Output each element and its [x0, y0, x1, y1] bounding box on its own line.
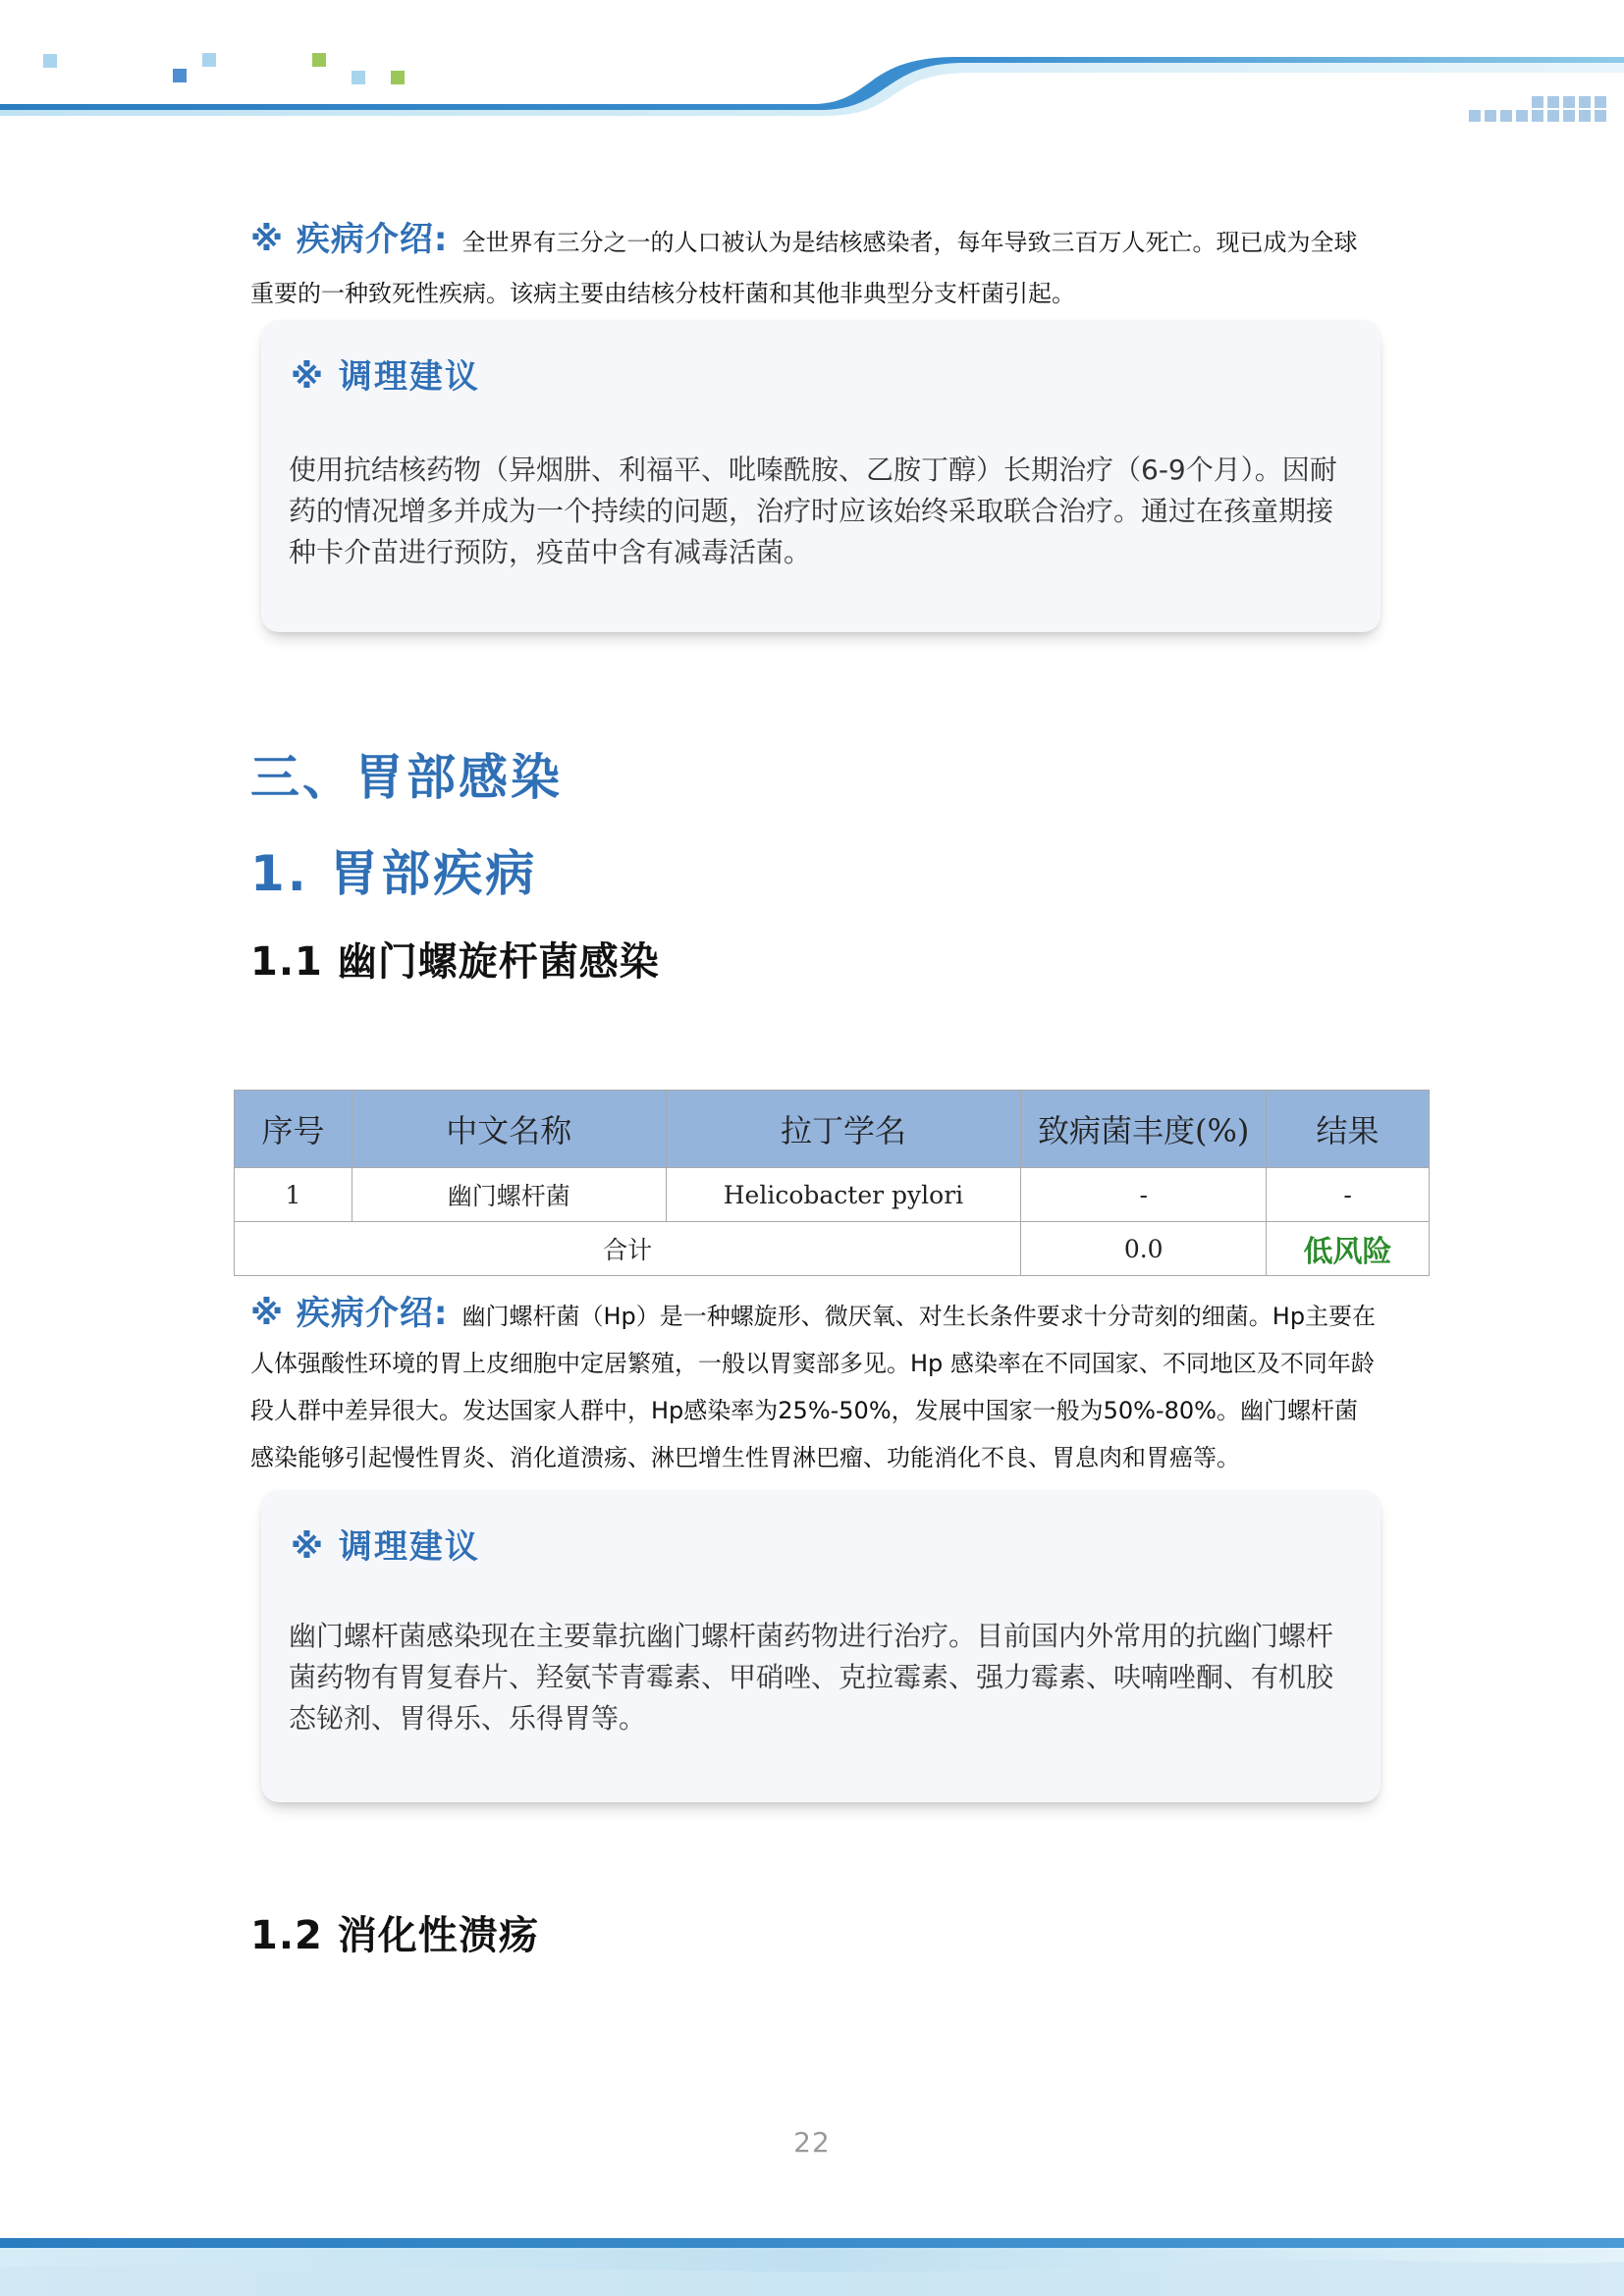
tb-advice-card — [261, 320, 1380, 632]
col-header-index: 序号 — [235, 1091, 352, 1168]
tb-intro-label: ※ 疾病介绍: — [250, 220, 449, 259]
col-header-abundance: 致病菌丰度(%) — [1021, 1091, 1267, 1168]
col-header-latin-name: 拉丁学名 — [666, 1091, 1021, 1168]
table-header-row — [235, 1091, 1430, 1168]
page-number: 22 — [793, 2126, 831, 2159]
total-label: 合计 — [235, 1222, 1021, 1276]
hp-advice-title: ※ 调理建议 — [291, 1527, 480, 1567]
peptic-ulcer-heading: 1.2 消化性溃疡 — [250, 1913, 539, 1958]
tb-intro-text: 全世界有三分之一的人口被认为是结核感染者，每年导致三百万人死亡。现已成为全球重要的一种致死性疾病。该病主要由结核分枝杆菌和其他非典型分支杆菌引起。 — [250, 229, 1358, 307]
cell-result: - — [1267, 1168, 1430, 1222]
hp-intro-text: 幽门螺杆菌（Hp）是一种螺旋形、微厌氧、对生长条件要求十分苛刻的细菌。Hp主要在人体强酸性环境的胃上皮细胞中定居繁殖，一般以胃窦部多见。Hp 感染率在不同国家、不同地区及不同年龄段人群中差异很大。发达国家人群中，Hp感染率为25%-50%，发展中国家一般为50%-80%。幽门螺杆菌感染能够引起慢性胃炎、消化道溃疡、淋巴增生性胃淋巴瘤、功能消化不良、胃息肉和胃癌等。 — [250, 1303, 1377, 1471]
tb-advice-text: 使用抗结核药物（异烟肼、利福平、吡嗪酰胺、乙胺丁醇）长期治疗（6-9个月）。因耐药的情况增多并成为一个持续的问题，治疗时应该始终采取联合治疗。通过在孩童期接种卡介苗进行预防，疫苗中含有减毒活菌。 — [289, 454, 1337, 568]
total-value: 0.0 — [1021, 1222, 1267, 1276]
col-header-cn-name: 中文名称 — [352, 1091, 666, 1168]
hp-intro-label: ※ 疾病介绍: — [250, 1294, 449, 1333]
subsection-title: 1. 胃部疾病 — [250, 845, 538, 902]
cell-abundance: - — [1021, 1168, 1267, 1222]
cell-cn-name: 幽门螺杆菌 — [352, 1168, 666, 1222]
cell-index: 1 — [235, 1168, 352, 1222]
tb-advice-title: ※ 调理建议 — [291, 357, 480, 397]
hp-heading: 1.1 幽门螺旋杆菌感染 — [250, 939, 660, 985]
table-row — [235, 1168, 1430, 1222]
bacteria-table — [234, 1090, 1430, 1276]
hp-disease-intro — [250, 1290, 1380, 1481]
hp-advice-text: 幽门螺杆菌感染现在主要靠抗幽门螺杆菌药物进行治疗。目前国内外常用的抗幽门螺杆菌药物有胃复春片、羟氨苄青霉素、甲硝唑、克拉霉素、强力霉素、呋喃唑酮、有机胶态铋剂、胃得乐、乐得胃等。 — [289, 1620, 1334, 1735]
tb-disease-intro — [250, 214, 1380, 319]
hp-advice-card — [261, 1490, 1380, 1802]
section-title: 三、胃部感染 — [250, 749, 563, 806]
footer-decoration — [0, 2228, 1624, 2296]
total-result-badge: 低风险 — [1267, 1222, 1430, 1276]
cell-latin-name: Helicobacter pylori — [666, 1168, 1021, 1222]
col-header-result: 结果 — [1267, 1091, 1430, 1168]
table-total-row — [235, 1222, 1430, 1276]
header-decoration — [0, 0, 1624, 137]
